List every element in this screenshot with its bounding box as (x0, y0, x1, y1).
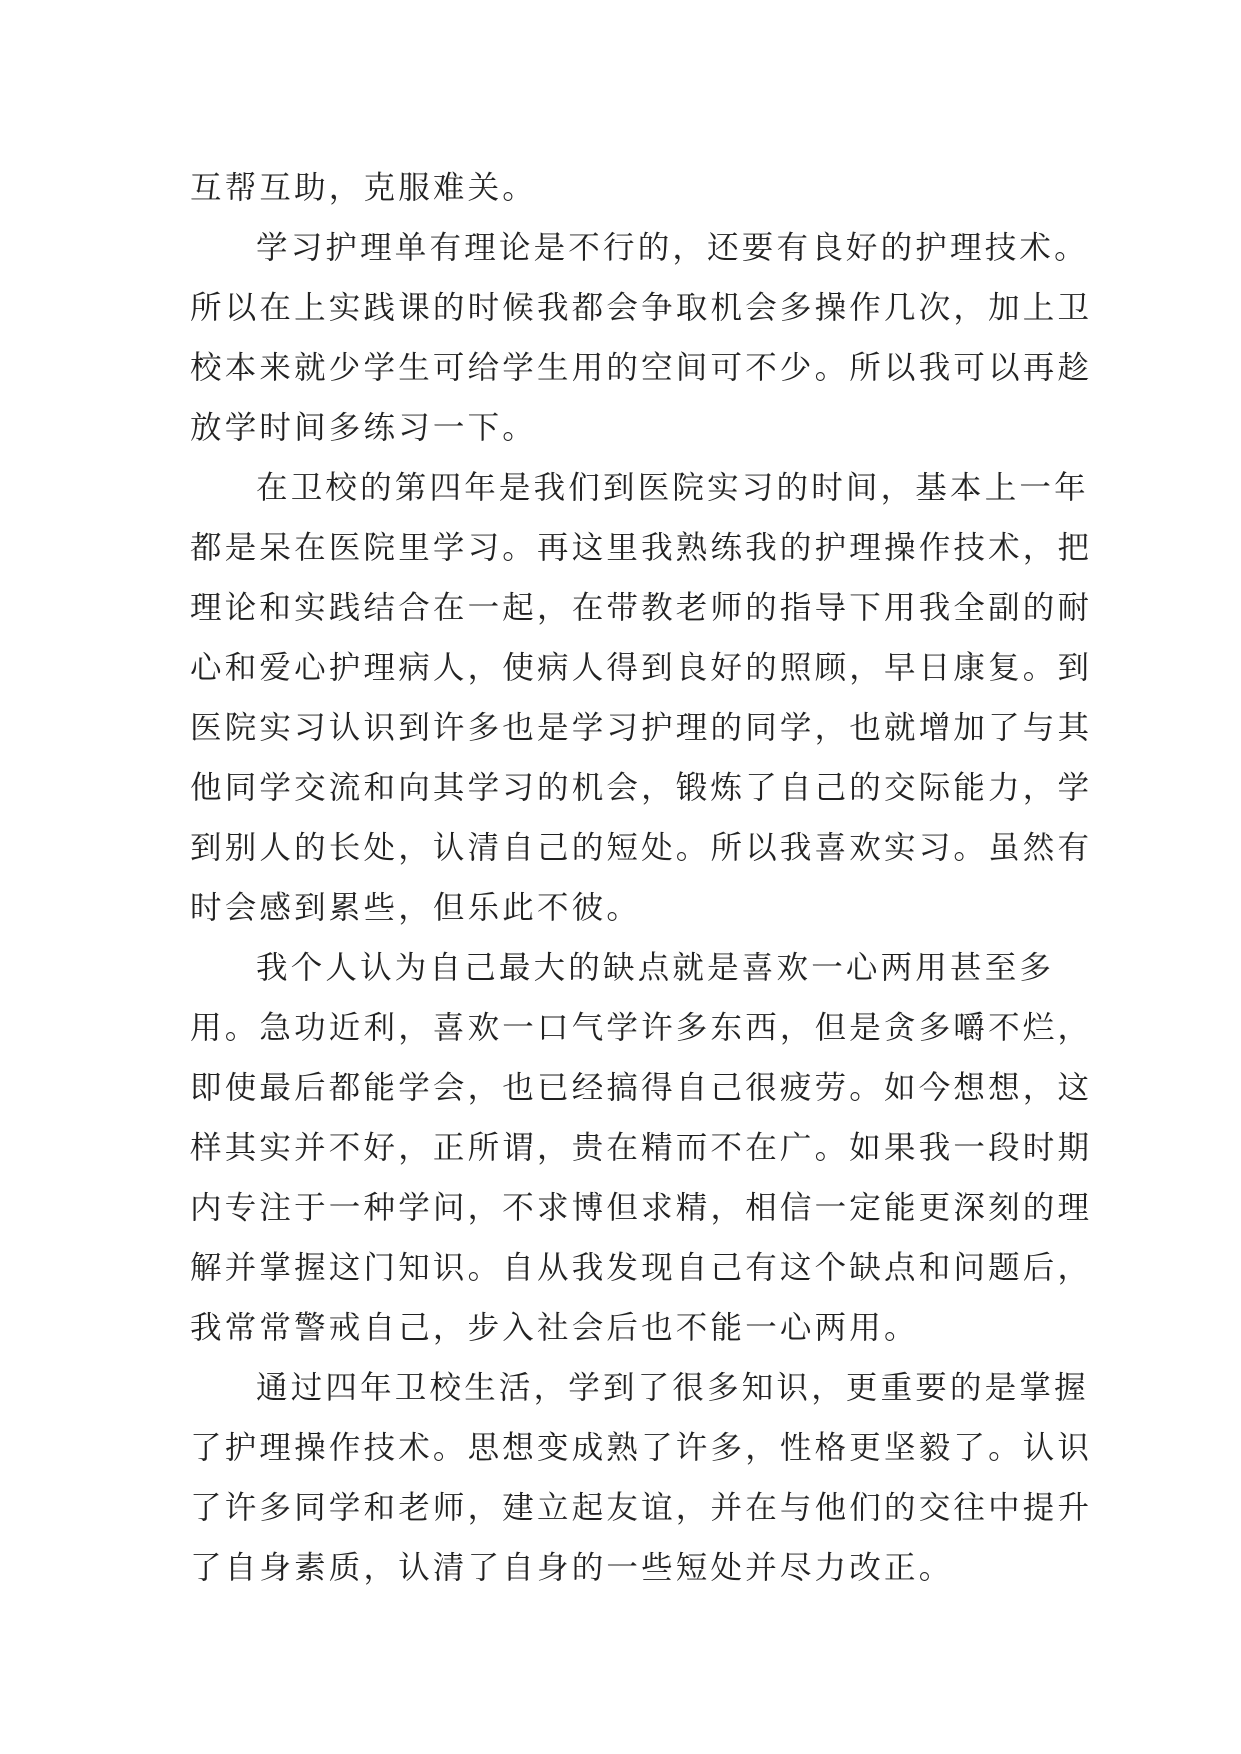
text-line: 我常常警戒自己，步入社会后也不能一心两用。 (190, 1310, 919, 1346)
text-line: 互帮互助，克服难关。 (190, 170, 538, 206)
paragraph-first-line: 我个人认为自己最大的缺点就是喜欢一心两用甚至多 (256, 950, 1055, 986)
document-body (190, 158, 1093, 1598)
paragraph-first-line: 学习护理单有理论是不行的，还要有良好的护理技术。 (256, 230, 1089, 266)
text-line: 校本来就少学生可给学生用的空间可不少。所以我可以再趁 (190, 350, 1093, 386)
text-line: 时会感到累些，但乐此不彼。 (190, 890, 642, 926)
text-line: 样其实并不好，正所谓，贵在精而不在广。如果我一段时期 (190, 1130, 1093, 1166)
text-line: 所以在上实践课的时候我都会争取机会多操作几次，加上卫 (190, 290, 1093, 326)
paragraph-first-line: 在卫校的第四年是我们到医院实习的时间，基本上一年 (256, 470, 1089, 506)
text-line: 了护理操作技术。思想变成熟了许多，性格更坚毅了。认识 (190, 1430, 1093, 1466)
text-line: 用。急功近利，喜欢一口气学许多东西，但是贪多嚼不烂， (190, 1010, 1093, 1046)
text-line: 理论和实践结合在一起，在带教老师的指导下用我全副的耐 (190, 590, 1093, 626)
text-line: 他同学交流和向其学习的机会，锻炼了自己的交际能力，学 (190, 770, 1093, 806)
text-line: 都是呆在医院里学习。再这里我熟练我的护理操作技术，把 (190, 530, 1093, 566)
text-line: 了自身素质，认清了自身的一些短处并尽力改正。 (190, 1550, 954, 1586)
text-line: 心和爱心护理病人，使病人得到良好的照顾，早日康复。到 (190, 650, 1093, 686)
text-line: 内专注于一种学问，不求博但求精，相信一定能更深刻的理 (190, 1190, 1093, 1226)
text-line: 即使最后都能学会，也已经搞得自己很疲劳。如今想想，这 (190, 1070, 1093, 1106)
paragraph-first-line: 通过四年卫校生活，学到了很多知识，更重要的是掌握 (256, 1370, 1089, 1406)
text-line: 了许多同学和老师，建立起友谊，并在与他们的交往中提升 (190, 1490, 1093, 1526)
text-line: 解并掌握这门知识。自从我发现自己有这个缺点和问题后， (190, 1250, 1093, 1286)
text-line: 医院实习认识到许多也是学习护理的同学，也就增加了与其 (190, 710, 1093, 746)
text-line: 到别人的长处，认清自己的短处。所以我喜欢实习。虽然有 (190, 830, 1093, 866)
text-line: 放学时间多练习一下。 (190, 410, 538, 446)
